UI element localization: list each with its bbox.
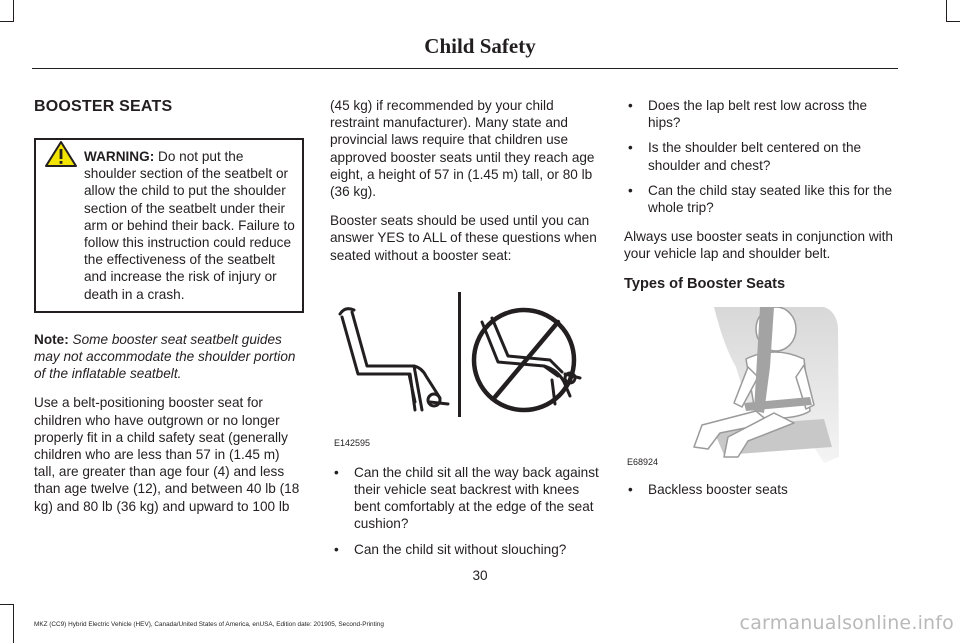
warning-label: WARNING: <box>84 149 155 164</box>
figure-divider <box>458 292 461 417</box>
page-number: 30 <box>472 568 488 583</box>
header-divider <box>32 68 898 69</box>
booster-figure <box>624 307 896 477</box>
left-column <box>34 97 304 527</box>
crop-mark-top-right-h <box>946 21 960 22</box>
seating-figure <box>330 292 600 452</box>
question-list-1 <box>330 464 600 558</box>
list-item: • Does the lap belt rest low across the hips? <box>624 97 896 131</box>
warning-content <box>42 148 296 303</box>
crop-mark-top-left-v <box>13 0 14 22</box>
watermark: carmanualsonline.info <box>739 612 954 634</box>
list-item: • Can the child sit without slouching? <box>330 541 600 558</box>
list-item: • Is the shoulder belt centered on the shoulder and chest? <box>624 139 896 173</box>
warning-triangle-icon <box>44 140 78 168</box>
crop-mark-top-left-h <box>0 21 14 22</box>
note-text: Some booster seat seatbelt guides may not accommodate the shoulder portion of the inflatable seatbelt. <box>34 331 296 382</box>
figure-code: E68924 <box>627 456 659 467</box>
crop-mark-bottom-left-h <box>0 604 14 605</box>
page-title: Child Safety <box>424 34 536 58</box>
figure-code: E142595 <box>334 437 371 448</box>
seating-posture-illustration <box>330 292 600 422</box>
question-list-2 <box>624 97 896 216</box>
backless-booster-illustration <box>624 307 896 465</box>
list-item: • Can the child sit all the way back against their vehicle seat backrest with knees bent comfortably at the edge of the seat cushion? <box>330 464 600 533</box>
booster-usage-paragraph: Always use booster seats in conjunction with your vehicle lap and shoulder belt. <box>624 229 893 262</box>
list-item: • Can the child stay seated like this for the whole trip? <box>624 182 896 216</box>
section-heading: BOOSTER SEATS <box>34 98 173 115</box>
middle-paragraph-1: (45 kg) if recommended by your child restraint manufacturer). Many state and provincial laws require that children use approved booster seats until they reach age eight, a height of 57 in (1.45 m) tall, or 80 lb (36 kg). <box>330 98 595 200</box>
crop-mark-bottom-left-v <box>13 604 14 643</box>
crop-mark-top-right-v <box>946 0 947 22</box>
note-label: Note: <box>34 331 69 347</box>
edition-info: MKZ (CC9) Hybrid Electric Vehicle (HEV), Canada/United States of America, enUSA, Edition date: 201905, Second-Printing <box>34 621 384 628</box>
note <box>34 331 304 383</box>
right-column <box>624 97 896 510</box>
booster-type-list <box>624 481 896 498</box>
subsection-heading: Types of Booster Seats <box>624 275 786 292</box>
warning-box <box>34 138 304 313</box>
booster-paragraph: Use a belt-positioning booster seat for children who have outgrown or no longer properly fit in a child safety seat (generally children who are less than 57 in (1.45 m) tall, are greater than age four (4) and less than age twelve (12), and between 40 lb (18 kg) and 80 lb (36 kg) and upward to 100 lb <box>34 395 300 514</box>
middle-paragraph-2: Booster seats should be used until you can answer YES to ALL of these questions when seated without a booster seat: <box>330 213 597 263</box>
middle-column <box>330 97 600 570</box>
warning-text: Do not put the shoulder section of the seatbelt or allow the child to put the shoulder section of the seatbelt under their arm or behind their back. Failure to follow this instruction could reduce the effectiveness of the seatbelt and increase the risk of injury or death in a crash. <box>84 149 295 302</box>
list-item: • Backless booster seats <box>624 481 896 498</box>
